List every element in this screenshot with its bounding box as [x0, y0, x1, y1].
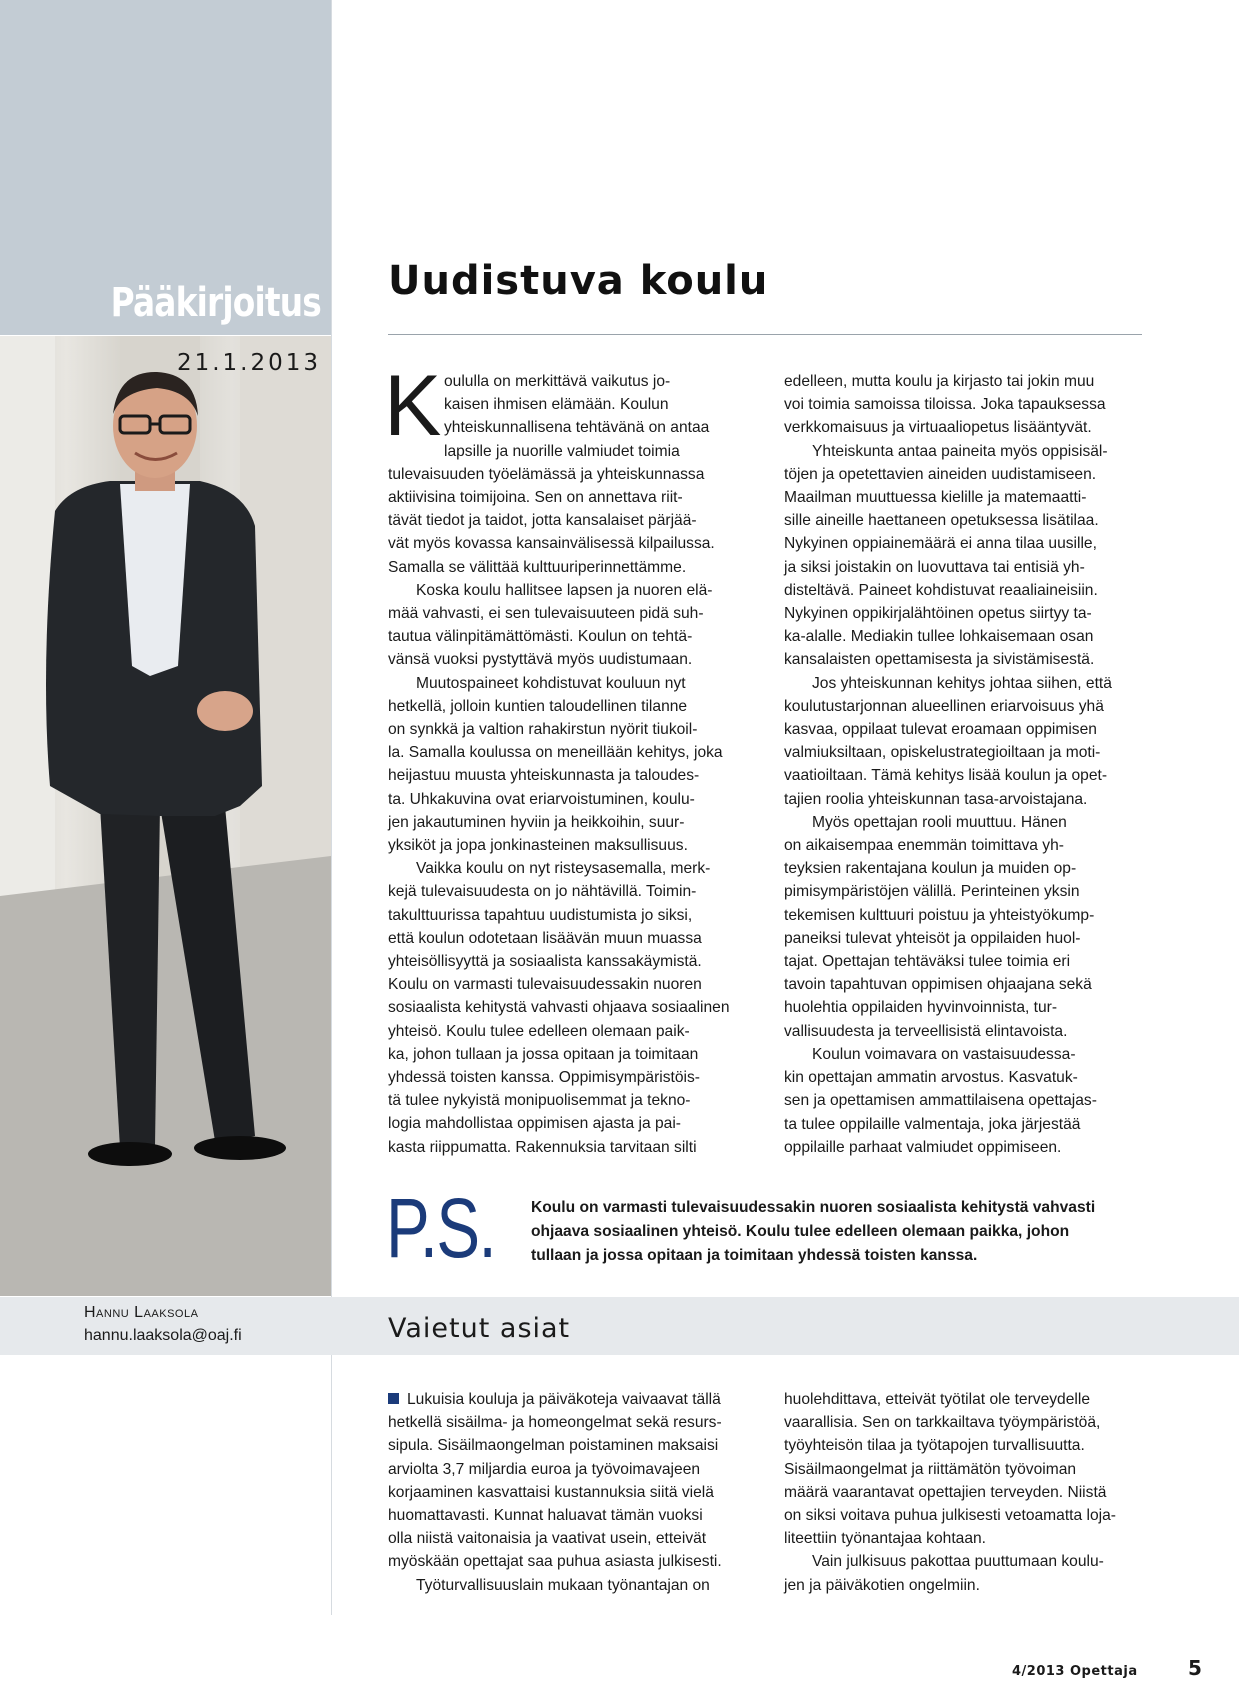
text-line-content: Työturvallisuuslain mukaan työnantajan on	[416, 1576, 710, 1594]
text-line-content: on aikaisempaa enemmän toimittava yh-	[784, 837, 1064, 855]
text-line	[388, 625, 748, 648]
text-line	[784, 579, 1142, 602]
text-line-content: sipula. Sisäilmaongelman poistaminen maksaisi	[388, 1437, 719, 1455]
text-line	[388, 509, 748, 532]
text-line-content: jen ja päiväkotien ongelmiin.	[784, 1576, 980, 1594]
text-line	[784, 602, 1142, 625]
text-line	[784, 1411, 1142, 1434]
text-line	[784, 370, 1142, 393]
text-line	[784, 1504, 1142, 1527]
photo-shoe-left	[88, 1142, 172, 1166]
text-line	[388, 788, 748, 811]
text-line: lapsille ja nuorille valmiudet toimia	[444, 442, 680, 460]
text-line-content: Maailman muuttuessa kielille ja matemaatti-	[784, 489, 1087, 507]
text-line	[388, 1020, 748, 1043]
text-line	[784, 904, 1142, 927]
text-line-content: on synkkä ja valtion rahakirstun nyörit tiukoil-	[388, 721, 698, 739]
text-line	[388, 718, 748, 741]
text-line-content: disteltävä. Paineet kohdistuvat reaaliaineisiin.	[784, 581, 1098, 599]
text-line-content: aktiivisina toimijoina. Sen on annettava riit-	[388, 489, 683, 506]
section-title: Pääkirjoitus	[110, 280, 322, 326]
text-line-content: mää vahvasti, ei sen tulevaisuuteen pidä suh-	[388, 605, 704, 623]
text-line-content: pimisympäristöjen välillä. Perinteinen yksin	[784, 883, 1080, 901]
text-line	[388, 1434, 748, 1457]
footer-publication: 4/2013 Opettaja	[1012, 1664, 1138, 1679]
text-line-content: Vain julkisuus pakottaa puuttumaan koulu-	[812, 1553, 1104, 1571]
text-line-content: yksiköt ja jopa jonkinasteinen maksullisuus.	[388, 837, 688, 855]
text-line	[388, 695, 748, 718]
text-line-content: jen jakautuminen hyviin ja heikkoihin, suur-	[388, 813, 685, 831]
text-line-content: yhteisöllisyyttä ja sosiaalista kanssakäymistä.	[388, 953, 702, 971]
text-line	[388, 1550, 748, 1573]
issue-date: 21.1.2013	[176, 350, 321, 376]
sub-article-title: Vaietut asiat	[388, 1313, 571, 1344]
text-line	[388, 927, 748, 950]
text-line-content: Myös opettajan rooli muuttuu. Hänen	[812, 813, 1067, 831]
text-line	[388, 1066, 748, 1089]
text-line	[784, 1020, 1142, 1043]
text-line	[784, 880, 1142, 903]
text-line-content: Samalla se välittää kulttuuriperinnettämme.	[388, 558, 687, 576]
text-line-content: vät myös kovassa kansainvälisessä kilpailussa.	[388, 535, 715, 553]
text-line	[388, 1388, 748, 1411]
text-line-content: Vaikka koulu on nyt risteysasemalla, merk-	[416, 860, 711, 878]
text-line-content: verkkomaisuus ja virtuaaliopetus lisääntyvät.	[784, 419, 1092, 437]
text-line-content: ta tulee oppilaille valmentaja, joka järjestää	[784, 1115, 1081, 1133]
text-line	[784, 1458, 1142, 1481]
sub-article-column-2	[784, 1388, 1142, 1597]
text-line	[388, 880, 748, 903]
text-line: yhteiskunnallisena tehtävänä on antaa	[444, 419, 710, 437]
text-line-content: oppilaille parhaat valmiudet oppimiseen.	[784, 1138, 1062, 1156]
text-line-content: työyhteisön tilaa ja työtapojen turvallisuutta.	[784, 1437, 1085, 1455]
text-line	[784, 648, 1142, 671]
text-line	[388, 556, 748, 579]
text-line-content: vaatioiltaan. Tämä kehitys lisää koulun ja opet-	[784, 767, 1108, 785]
text-line	[784, 463, 1142, 486]
text-line	[784, 1434, 1142, 1457]
text-line	[784, 532, 1142, 555]
text-line-content: Yhteiskunta antaa paineita myös oppisisäl-	[812, 442, 1108, 460]
square-bullet-icon	[388, 1393, 399, 1404]
text-line	[784, 1388, 1142, 1411]
text-line	[784, 1043, 1142, 1066]
text-line-content: Nykyinen oppiainemäärä ei anna tilaa uusille,	[784, 535, 1097, 553]
text-line-content: vänsä vuoksi pystyttävä myös uudistumaan.	[388, 651, 693, 669]
text-line-content: arviolta 3,7 miljardia euroa ja työvoimavajeen	[388, 1460, 701, 1478]
text-line-content: la. Samalla koulussa on meneillään kehitys, joka	[388, 744, 723, 762]
text-line	[784, 834, 1142, 857]
text-line-content: logia mahdollistaa oppimisen ajasta ja pai-	[388, 1115, 681, 1133]
text-line-content: Koulun voimavara on vastaisuudessa-	[812, 1045, 1076, 1063]
text-line	[784, 764, 1142, 787]
text-line-content: Nykyinen oppikirjalähtöinen opetus siirtyy ta-	[784, 605, 1092, 623]
ps-line: ohjaava sosiaalinen yhteisö. Koulu tulee edelleen olemaan paikka, johon	[531, 1223, 1070, 1240]
text-line-content: tavoin tapahtuvan oppimisen ohjaajana sekä	[784, 976, 1092, 994]
text-line-content: tä tulee nykyistä monipuolisemmat ja tekno-	[388, 1092, 691, 1110]
text-line	[388, 1411, 748, 1434]
text-line	[784, 718, 1142, 741]
text-line-content: ta. Uhkakuvina ovat eriarvoistuminen, koulu-	[388, 790, 695, 808]
text-line-content: ja siksi joistakin on luovuttava tai entisiä yh-	[784, 558, 1085, 576]
photo-shoe-right	[194, 1136, 286, 1160]
text-line	[388, 973, 748, 996]
text-line-content: korjaaminen kasvattaisi kustannuksia siitä vielä	[388, 1483, 714, 1501]
text-line-content: valmiuksiltaan, opiskelustrategioiltaan ja moti-	[784, 744, 1101, 762]
ps-mark: P.S.	[386, 1181, 496, 1275]
text-line-content: yhteisö. Koulu tulee edelleen olemaan paik-	[388, 1022, 690, 1040]
text-line	[784, 1136, 1142, 1159]
text-line-content: tulevaisuuden työelämässä ja yhteiskunnassa	[388, 465, 705, 483]
text-line	[784, 950, 1142, 973]
text-line	[388, 648, 748, 671]
ps-text	[531, 1196, 1151, 1268]
text-line-content: sen ja opettamisen ammattilaisena opettajas-	[784, 1092, 1097, 1110]
text-line-content: edelleen, mutta koulu ja kirjasto tai jokin muu	[784, 373, 1095, 390]
text-line	[388, 1043, 748, 1066]
text-line	[388, 996, 748, 1019]
text-line	[388, 602, 748, 625]
author-name: Hannu Laaksola	[84, 1304, 199, 1321]
text-line	[388, 904, 748, 927]
article-column-2	[784, 370, 1142, 1159]
text-line	[388, 764, 748, 787]
article-column-1	[388, 463, 748, 1159]
text-line-content: huomattavasti. Kunnat haluavat tämän vuoksi	[388, 1507, 703, 1525]
text-line	[388, 1458, 748, 1481]
text-line-content: kin opettajan ammatin arvostus. Kasvatuk-	[784, 1069, 1078, 1087]
text-line	[784, 486, 1142, 509]
text-line	[784, 1527, 1142, 1550]
text-line-content: että koulun odotetaan lisäävän muun muassa	[388, 929, 702, 947]
text-line-content: olla niistä vaitonaisia ja vaativat usein, etteivät	[388, 1530, 707, 1548]
column-divider-lower	[331, 1355, 332, 1615]
text-line-content: vaarallisia. Sen on tarkkailtava työympäristöä,	[784, 1414, 1101, 1432]
text-line-content: vallisuudesta ja terveellisistä elintavoista.	[784, 1022, 1068, 1040]
text-line	[784, 695, 1142, 718]
sub-article-column-1	[388, 1388, 748, 1597]
text-line	[388, 486, 748, 509]
text-line-content: sille aineille haettaneen opetuksessa lisätilaa.	[784, 512, 1099, 530]
page-number: 5	[1188, 1656, 1202, 1680]
text-line	[784, 811, 1142, 834]
text-line-content: Koska koulu hallitsee lapsen ja nuoren elä-	[416, 581, 713, 599]
author-email: hannu.laaksola@oaj.fi	[84, 1327, 242, 1344]
text-line	[388, 1574, 748, 1597]
text-line-content: Jos yhteiskunnan kehitys johtaa siihen, että	[812, 674, 1112, 692]
text-line	[784, 857, 1142, 880]
text-line	[388, 834, 748, 857]
text-line-content: on siksi voitava puhua julkisesti vetoamatta loja-	[784, 1507, 1116, 1525]
text-line	[784, 672, 1142, 695]
text-line-content: töjen ja opetettavien aineiden uudistamiseen.	[784, 465, 1097, 483]
text-line	[784, 996, 1142, 1019]
text-line-content: huolehtia oppilaiden hyvinvoinnista, tur-	[784, 999, 1058, 1017]
text-line	[784, 556, 1142, 579]
text-line: oululla on merkittävä vaikutus jo-	[444, 373, 671, 390]
text-line-content: hetkellä, jolloin kuntien taloudellinen tilanne	[388, 697, 688, 715]
text-line	[784, 788, 1142, 811]
text-line	[784, 973, 1142, 996]
text-line-content: tekemisen kulttuuri poistuu ja yhteistyökump-	[784, 906, 1095, 924]
photo-pavement	[0, 856, 331, 1296]
text-line-content: kansalaisten opettamisesta ja sivistämisestä.	[784, 651, 1095, 669]
text-line	[388, 741, 748, 764]
text-line	[388, 857, 748, 880]
ps-line: Koulu on varmasti tulevaisuudessakin nuoren sosiaalista kehitystä vahvasti	[531, 1199, 1096, 1216]
text-line-content: kejä tulevaisuudesta on jo nähtävillä. Toimin-	[388, 883, 697, 901]
text-line: kaisen ihmisen elämään. Koulun	[444, 396, 669, 414]
drop-cap: K	[384, 358, 442, 454]
text-line	[388, 1136, 748, 1159]
column-divider	[331, 0, 332, 1306]
text-line-content: sosiaalista kehitystä vahvasti ohjaava sosiaalinen	[388, 999, 730, 1017]
text-line	[784, 1574, 1142, 1597]
text-line	[388, 1112, 748, 1135]
text-line	[784, 927, 1142, 950]
text-line	[388, 672, 748, 695]
text-line-content: tajat. Opettajan tehtäväksi tulee toimia eri	[784, 953, 1071, 971]
text-line-content: teyksien rakentajana koulun ja muiden op-	[784, 860, 1077, 878]
text-line	[784, 625, 1142, 648]
text-line-content: ka, johon tullaan ja jossa opitaan ja toimitaan	[388, 1045, 699, 1063]
text-line	[388, 1527, 748, 1550]
text-line	[784, 440, 1142, 463]
text-line	[388, 463, 748, 486]
text-line-content: paneiksi tulevat yhteisöt ja oppilaiden huol-	[784, 929, 1081, 947]
text-line-content: kasta riippumatta. Rakennuksia tarvitaan silti	[388, 1138, 697, 1156]
text-line-content: tävät tiedot ja taidot, jotta kansalaiset pärjää-	[388, 512, 697, 530]
text-line-content: määrä vaarantavat opettajien terveyden. Niistä	[784, 1483, 1107, 1501]
text-line	[388, 532, 748, 555]
text-line	[388, 811, 748, 834]
text-line-content: Sisäilmaongelmat ja riittämätön työvoiman	[784, 1460, 1077, 1478]
ps-line: tullaan ja jossa opitaan ja toimitaan yhdessä toisten kanssa.	[531, 1247, 978, 1264]
author-photo	[0, 336, 331, 1296]
text-line	[784, 1481, 1142, 1504]
text-line	[784, 1089, 1142, 1112]
text-line-content: Lukuisia kouluja ja päiväkoteja vaivaavat tällä	[407, 1391, 721, 1408]
text-line	[388, 1504, 748, 1527]
title-rule	[388, 334, 1142, 335]
text-line-content: myöskään opettajat saa puhua asiasta julkisesti.	[388, 1553, 722, 1571]
text-line	[784, 509, 1142, 532]
text-line-content: kasvaa, oppilaat tulevat eroamaan oppimisen	[784, 721, 1097, 739]
article-title: Uudistuva koulu	[388, 258, 769, 304]
text-line-content: Koulu on varmasti tulevaisuudessakin nuoren	[388, 976, 702, 994]
text-line	[784, 1113, 1142, 1136]
text-line-content: liteettiin työnantajaa kohtaan.	[784, 1530, 986, 1548]
text-line	[388, 1481, 748, 1504]
text-line	[784, 1550, 1142, 1573]
photo-hands	[197, 691, 253, 731]
text-line-content: yhdessä toisten kanssa. Oppimisympäristöis-	[388, 1069, 700, 1087]
text-line	[388, 1089, 748, 1112]
text-line	[388, 950, 748, 973]
text-line-content: heijastuu muusta yhteiskunnasta ja taloudes-	[388, 767, 700, 785]
text-line-content: takulttuurissa tapahtuu uudistumista jo siksi,	[388, 906, 693, 924]
text-line	[388, 579, 748, 602]
text-line-content: hetkellä sisäilma- ja homeongelmat sekä resurs-	[388, 1414, 722, 1432]
text-line-content: tajien roolia yhteiskunnan tasa-arvoistajana.	[784, 790, 1088, 808]
text-line-content: huolehdittava, etteivät työtilat ole terveydelle	[784, 1391, 1090, 1408]
text-line-content: tautua välinpitämättömästi. Koulun on tehtä-	[388, 628, 693, 646]
text-line	[784, 393, 1142, 416]
text-line	[784, 741, 1142, 764]
author-photo-illustration	[0, 336, 331, 1296]
text-line-content: ka-alalle. Mediakin tullee lohkaisemaan osan	[784, 628, 1094, 646]
text-line-content: Muutospaineet kohdistuvat kouluun nyt	[416, 674, 686, 692]
text-line	[784, 416, 1142, 439]
text-line-content: koulutustarjonnan alueellinen eriarvoisuus yhä	[784, 697, 1104, 715]
text-line-content: voi toimia samoissa tiloissa. Joka tapauksessa	[784, 396, 1106, 414]
article-column-1-intro	[444, 370, 709, 463]
text-line	[784, 1066, 1142, 1089]
